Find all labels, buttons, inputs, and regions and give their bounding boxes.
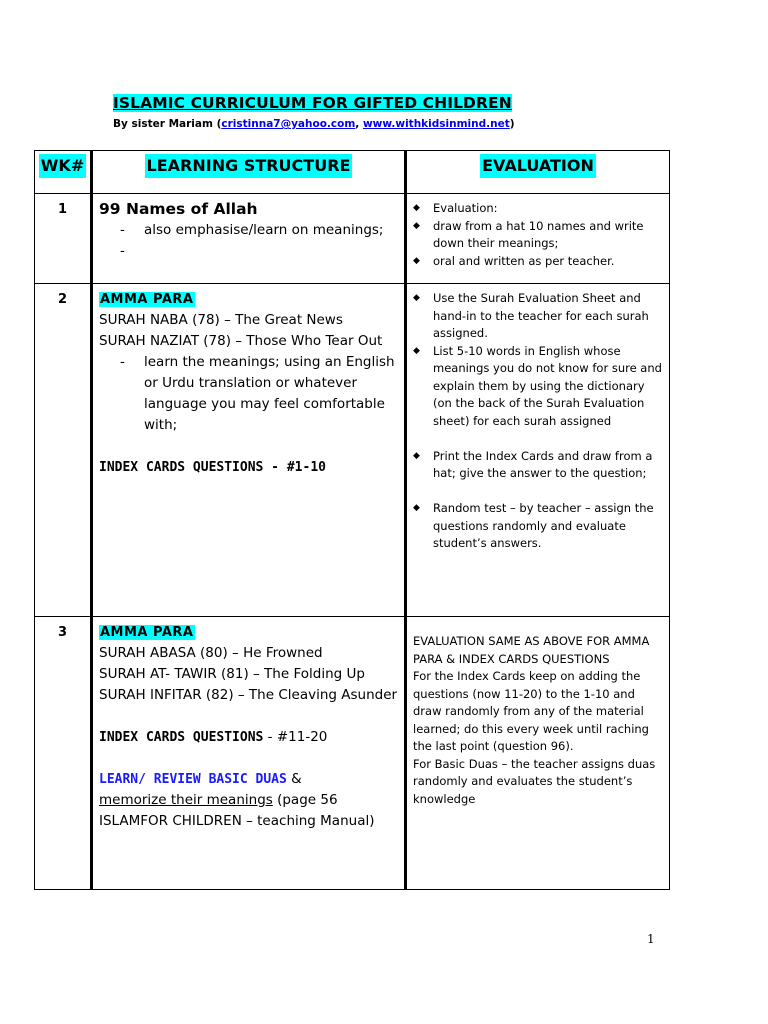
duas-line: LEARN/ REVIEW BASIC DUAS &	[99, 771, 302, 787]
surah-line: SURAH ABASA (80) – He Frowned	[99, 645, 323, 661]
surah-line: SURAH INFITAR (82) – The Cleaving Asunder	[99, 687, 398, 703]
learning-structure	[93, 194, 404, 259]
diamond-bullet-icon: ◆	[413, 255, 420, 266]
memorize-text: memorize their meanings	[99, 792, 273, 808]
evaluation-list	[407, 284, 669, 553]
learning-structure	[93, 284, 404, 478]
table-row	[35, 284, 670, 617]
evaluation-text	[407, 617, 669, 808]
topic-heading: 99 Names of Allah	[99, 200, 258, 218]
list-item: ◆ Random test – by teacher – assign the questions randomly and evaluate student’s answers.	[413, 501, 654, 550]
document-title-text: ISLAMIC CURRICULUM FOR GIFTED CHILDREN	[113, 94, 512, 112]
amma-para-label: AMMA PARA	[100, 292, 194, 307]
list-item: ◆ Evaluation:	[433, 200, 663, 218]
table-row	[35, 194, 670, 284]
week-number: 1	[57, 202, 68, 217]
sub-item-text: learn the meanings; using an English or Urdu translation or whatever language you may feel comfortable with;	[144, 354, 395, 433]
table-row	[35, 617, 670, 890]
diamond-bullet-icon: ◆	[413, 293, 420, 303]
evaluation-paragraph: For the Index Cards keep on adding the questions (now 11-20) to the 1-10 and draw randomly from any of the material learned; do this every week until raching the last point (question 96).	[413, 669, 649, 753]
curriculum-table	[34, 150, 670, 890]
week-number: 3	[57, 625, 68, 640]
header-cell-evaluation	[406, 151, 670, 194]
byline	[113, 118, 515, 130]
sub-item	[99, 220, 400, 241]
surah-line: SURAH NAZIAT (78) – Those Who Tear Out	[99, 333, 383, 349]
diamond-bullet-icon: ◆	[413, 503, 420, 513]
evaluation-paragraph: EVALUATION SAME AS ABOVE FOR AMMA PARA & INDEX CARDS QUESTIONS	[413, 634, 650, 666]
header-learning-structure: LEARNING STRUCTURE	[145, 154, 353, 178]
header-cell-learning	[92, 151, 406, 194]
sub-item	[99, 352, 400, 436]
page-number: 1	[647, 932, 655, 946]
website-link[interactable]: www.withkidsinmind.net	[362, 118, 510, 130]
evaluation-list	[407, 194, 669, 270]
duas-label: LEARN/ REVIEW BASIC DUAS	[99, 772, 287, 787]
list-item: ◆ Print the Index Cards and draw from a hat; give the answer to the question;	[413, 448, 653, 480]
memorize-line: memorize their meanings (page 56 ISLAMFOR CHILDREN – teaching Manual)	[99, 792, 375, 829]
header-week: WK#	[39, 154, 86, 178]
table-header-row	[35, 151, 670, 194]
byline-suffix: )	[509, 118, 515, 130]
header-evaluation: EVALUATION	[480, 154, 596, 178]
byline-separator: ,	[355, 118, 363, 130]
diamond-bullet-icon: ◆	[413, 345, 420, 356]
index-cards-line: INDEX CARDS QUESTIONS - #11-20	[99, 729, 328, 745]
document-title	[113, 93, 512, 113]
diamond-bullet-icon: ◆	[413, 203, 420, 213]
diamond-bullet-icon: ◆	[413, 220, 420, 231]
byline-prefix: By sister Mariam (	[113, 118, 222, 130]
list-item: ◆ draw from a hat 10 names and write down their meanings;	[413, 218, 644, 250]
list-item: ◆ Use the Surah Evaluation Sheet and hand-in to the teacher for each surah assigned.	[413, 291, 649, 340]
dash-bullet: -	[120, 354, 125, 370]
week-number: 2	[57, 292, 68, 307]
email-link[interactable]: cristinna7@yahoo.com	[221, 118, 356, 130]
sub-item-text: also emphasise/learn on meanings;	[144, 222, 384, 238]
dash-bullet: -	[120, 243, 125, 259]
surah-line: SURAH AT- TAWIR (81) – The Folding Up	[99, 666, 365, 682]
index-cards-line: INDEX CARDS QUESTIONS - #1-10	[99, 460, 326, 475]
list-item: ◆ oral and written as per teacher.	[433, 253, 663, 271]
list-item: ◆ List 5-10 words in English whose meanings you do not know for sure and explain them by using the dictionary (on the back of the Surah Evaluation sheet) for each surah assigned	[413, 343, 662, 428]
header-cell-week	[35, 151, 92, 194]
diamond-bullet-icon: ◆	[413, 450, 420, 461]
learning-structure	[93, 617, 404, 832]
evaluation-paragraph: For Basic Duas – the teacher assigns duas randomly and evaluates the student’s knowledge	[413, 756, 656, 806]
dash-bullet: -	[120, 222, 125, 238]
amma-para-label: AMMA PARA	[100, 625, 194, 640]
surah-line: SURAH NABA (78) – The Great News	[99, 312, 343, 328]
